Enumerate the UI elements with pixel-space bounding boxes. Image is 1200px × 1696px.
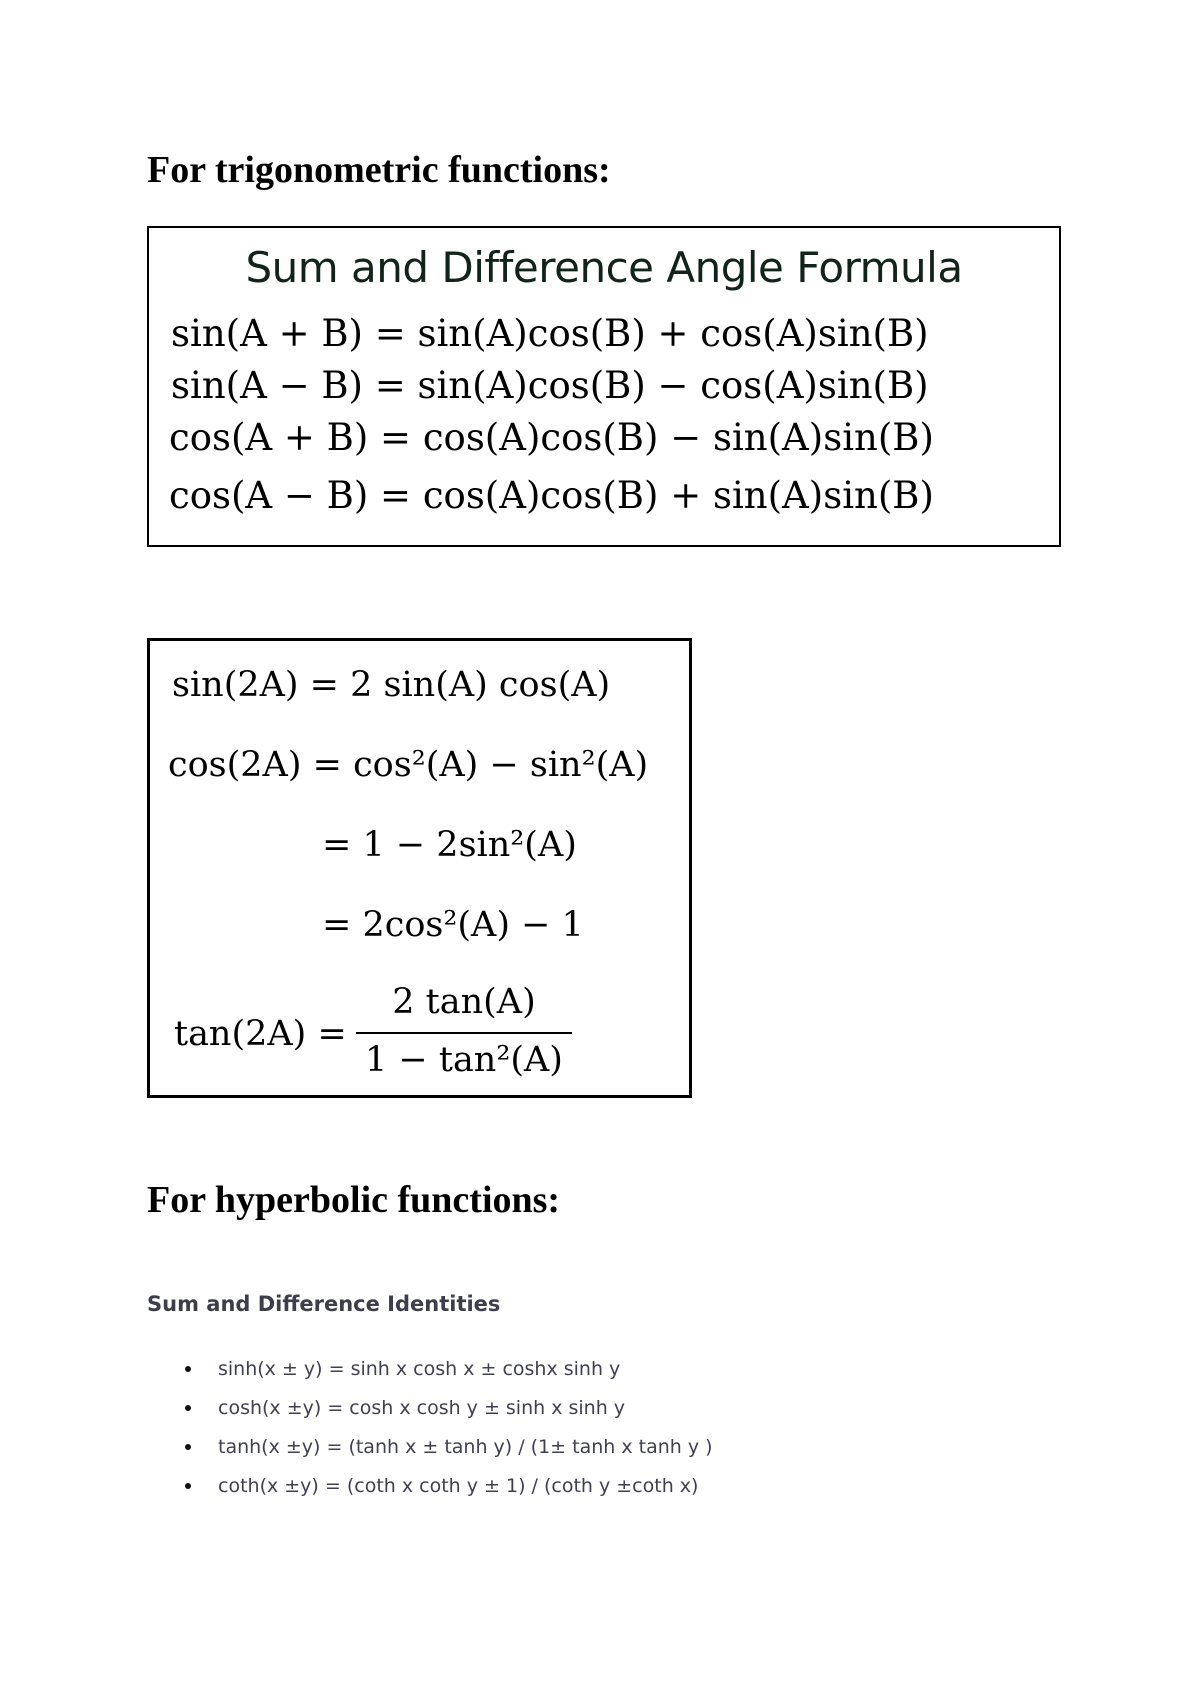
formula-sin-sum: sin(A + B) = sin(A)cos(B) + cos(A)sin(B): [171, 312, 929, 355]
double-angle-formula-box: [147, 638, 692, 1098]
sum-difference-title: Sum and Difference Angle Formula: [245, 243, 963, 292]
formula-sin-difference: sin(A − B) = sin(A)cos(B) − cos(A)sin(B): [171, 364, 929, 407]
formula-tan-double: [174, 979, 674, 1089]
identity-coth: coth(x ±y) = (coth x coth y ± 1) / (coth y ±coth x): [218, 1475, 699, 1497]
formula-sin-double: sin(2A) = 2 sin(A) cos(A): [172, 665, 611, 705]
list-item: [178, 1467, 713, 1506]
list-item: [178, 1350, 713, 1389]
sum-difference-formula-box: [147, 226, 1061, 547]
hyperbolic-identity-list: [178, 1350, 713, 1506]
tan-double-lhs: tan(2A) =: [174, 1014, 347, 1054]
formula-cos-double: cos(2A) = cos²(A) − sin²(A): [168, 745, 649, 785]
bullet-icon: [185, 1483, 191, 1489]
tan-double-numerator: 2 tan(A): [392, 982, 536, 1022]
trig-heading: For trigonometric functions:: [147, 149, 611, 191]
fraction-bar: [356, 1032, 572, 1034]
identities-subheading: Sum and Difference Identities: [147, 1292, 501, 1316]
list-item: [178, 1428, 713, 1467]
formula-cos-difference: cos(A − B) = cos(A)cos(B) + sin(A)sin(B): [169, 474, 934, 517]
formula-cos-double-alt-2: = 2cos²(A) − 1: [322, 905, 584, 945]
identity-cosh: cosh(x ±y) = cosh x cosh y ± sinh x sinh y: [218, 1397, 626, 1419]
formula-cos-sum: cos(A + B) = cos(A)cos(B) − sin(A)sin(B): [169, 416, 934, 459]
identity-sinh: sinh(x ± y) = sinh x cosh x ± coshx sinh y: [218, 1358, 621, 1380]
identity-tanh: tanh(x ±y) = (tanh x ± tanh y) / (1± tanh x tanh y ): [218, 1436, 713, 1458]
tan-double-denominator: 1 − tan²(A): [365, 1040, 563, 1080]
hyperbolic-heading: For hyperbolic functions:: [147, 1179, 561, 1221]
bullet-icon: [185, 1444, 191, 1450]
bullet-icon: [185, 1366, 191, 1372]
formula-cos-double-alt-1: = 1 − 2sin²(A): [322, 825, 577, 865]
list-item: [178, 1389, 713, 1428]
bullet-icon: [185, 1405, 191, 1411]
